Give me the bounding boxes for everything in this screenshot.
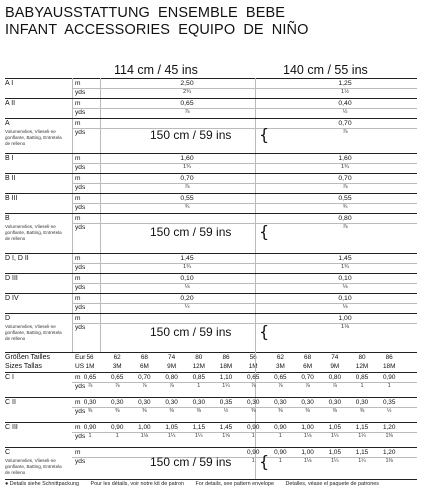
width-header-114: 114 cm / 45 ins [114, 63, 198, 77]
size-row-label: C I [5, 374, 14, 381]
size-value-m: 0,30 [246, 399, 260, 406]
size-value-m: 0,65 [246, 374, 260, 381]
row-divider [5, 397, 417, 398]
size-value-m: 0,90 [246, 449, 260, 456]
size-value-m: 0,30 [301, 399, 314, 406]
unit-yds: yds [75, 204, 86, 211]
size-row-label: C II [5, 399, 16, 406]
unit-m: m [75, 399, 81, 406]
value-140-yds: ⅞ [342, 184, 348, 190]
value-114-yds: ¼ [184, 304, 190, 310]
size-value-m: 1,15 [192, 424, 206, 431]
size-value-yds: ½ [386, 408, 392, 414]
size-value-yds: ⅜ [196, 408, 202, 414]
size-value-m: 0,65 [83, 374, 97, 381]
size-eur: 86 [385, 354, 393, 361]
value-140-yds: ¾ [342, 204, 348, 210]
size-value-yds: 1 [387, 383, 391, 389]
size-value-m: 1,45 [219, 424, 233, 431]
unit-m: m [75, 295, 81, 302]
size-us: 18M [382, 363, 396, 370]
size-eur: 68 [304, 354, 312, 361]
row-divider [5, 98, 417, 99]
size-value-m: 0,35 [382, 399, 396, 406]
unit-yds: yds [75, 304, 86, 311]
size-value-yds: ⅜ [278, 408, 283, 414]
size-us: 1M [85, 363, 95, 370]
unit-m: m [75, 315, 81, 322]
value-140-m: 0,40 [338, 100, 352, 107]
unit-yds: yds [75, 383, 86, 390]
size-value-yds: 1⅝ [222, 433, 230, 439]
unit-m: m [75, 120, 81, 127]
sizes-label-1: Größen Tailles [5, 354, 51, 361]
row-description: Volumenvlies, Vlieseli-ne gonflante, Batting, Entretela de relleno [5, 129, 62, 146]
brace-icon: { [259, 452, 270, 471]
size-eur: 80 [358, 354, 366, 361]
value-114-yds: ⅞ [184, 184, 190, 190]
unit-yds: yds [75, 433, 86, 440]
fabric-width-note: 150 cm / 59 ins [150, 225, 232, 239]
row-label: B I [5, 155, 14, 162]
size-value-yds: ½ [223, 408, 229, 414]
unit-divider [72, 303, 417, 304]
value-140-m: 1,45 [338, 255, 352, 262]
size-row-label: C III [5, 424, 18, 431]
size-value-yds: 1 [278, 458, 282, 464]
footer-note-en: For details, see pattern envelope [195, 481, 274, 487]
size-header-rule [5, 372, 417, 373]
value-140-m: 1,00 [338, 315, 352, 322]
row-divider [5, 422, 417, 423]
title-line-1: BABYAUSSTATTUNG ENSEMBLE BEBE [5, 5, 286, 21]
size-value-m: 1,00 [301, 424, 314, 431]
size-value-yds: ⅜ [305, 408, 310, 414]
row-divider [5, 253, 417, 254]
width-header-140: 140 cm / 55 ins [283, 63, 368, 77]
row-label: A I [5, 80, 14, 87]
size-us: 3M [112, 363, 122, 370]
size-eur: 74 [168, 354, 176, 361]
row-divider [5, 293, 417, 294]
size-value-m: 0,70 [138, 374, 151, 381]
size-us: 9M [167, 363, 177, 370]
size-value-m: 0,35 [219, 399, 233, 406]
value-114-yds: 2¾ [182, 89, 192, 95]
value-140-yds: 1¾ [340, 164, 350, 170]
unit-divider [72, 283, 417, 284]
value-114-m: 1,45 [180, 255, 194, 262]
row-label: A II [5, 100, 16, 107]
sizes-label-2: Sizes Tallas [5, 363, 42, 370]
size-value-yds: ⅜ [142, 408, 147, 414]
row-divider [5, 173, 417, 174]
size-us: 9M [330, 363, 340, 370]
value-140-m: 1,60 [338, 155, 352, 162]
value-column-divider-right [255, 78, 256, 353]
unit-m: m [75, 155, 81, 162]
size-value-m: 0,65 [110, 374, 124, 381]
size-value-m: 0,90 [382, 374, 396, 381]
size-value-yds: 1 [115, 433, 119, 439]
unit-m: m [75, 215, 81, 222]
unit-yds: yds [75, 109, 86, 116]
row-divider [5, 153, 417, 154]
row-label: D IV [5, 295, 19, 302]
size-value-yds: 1 [278, 433, 282, 439]
value-140-m: 0,10 [338, 295, 352, 302]
value-140-m: 0,80 [338, 215, 352, 222]
size-value-m: 0,30 [274, 399, 287, 406]
size-us: 6M [139, 363, 149, 370]
size-value-yds: ⅞ [114, 383, 120, 389]
size-value-yds: ⅞ [169, 383, 174, 389]
size-value-yds: 1⅛ [303, 458, 312, 464]
row-label: B II [5, 175, 16, 182]
row-divider [5, 213, 417, 214]
value-140-yds: ⅞ [342, 129, 348, 135]
size-us: 6M [303, 363, 313, 370]
size-value-m: 0,30 [192, 399, 206, 406]
unit-yds: yds [75, 284, 86, 291]
size-eur: 56 [249, 354, 257, 361]
unit-divider [72, 163, 417, 164]
size-value-yds: 1¼ [331, 458, 339, 464]
size-value-m: 0,85 [355, 374, 369, 381]
size-value-yds: 1¼ [167, 433, 176, 439]
unit-m: m [75, 275, 81, 282]
size-value-m: 0,85 [192, 374, 206, 381]
brace-icon: { [259, 222, 270, 241]
size-value-yds: 1 [360, 383, 364, 389]
row-label: D I, D II [5, 255, 29, 262]
value-114-m: 0,55 [180, 195, 194, 202]
row-description: Volumenvlies, Vlieseli-ne gonflante, Batting, Entretela de relleno [5, 324, 62, 341]
size-eur: 74 [331, 354, 339, 361]
value-140-yds: ⅞ [342, 224, 348, 230]
footer-note-de: ● Details siehe Schnittpackung [5, 481, 79, 487]
size-value-yds: 1 [197, 383, 201, 389]
footer-notes [5, 481, 417, 488]
size-value-m: 1,05 [328, 424, 342, 431]
unit-yds: yds [75, 129, 86, 136]
size-us: 1M [248, 363, 258, 370]
size-value-yds: 1⅜ [385, 458, 393, 464]
unit-m: m [75, 100, 81, 107]
size-value-yds: ⅜ [359, 408, 365, 414]
size-value-yds: ⅜ [250, 408, 256, 414]
size-value-yds: ⅞ [332, 383, 338, 389]
size-eur: 80 [195, 354, 203, 361]
unit-yds: yds [75, 408, 86, 415]
unit-m: m [75, 195, 81, 202]
size-eur: 86 [222, 354, 230, 361]
size-value-m: 0,90 [274, 424, 287, 431]
size-us: 18M [219, 363, 233, 370]
size-value-m: 0,80 [165, 374, 178, 381]
size-value-m: 1,05 [165, 424, 178, 431]
size-row-label: C [5, 449, 11, 456]
size-value-yds: 1¼ [195, 433, 203, 439]
value-140-m: 1,25 [338, 80, 352, 87]
size-value-m: 1,20 [382, 449, 396, 456]
fabric-width-note: 150 cm / 59 ins [150, 455, 232, 469]
size-value-yds: ⅞ [87, 383, 93, 389]
size-value-yds: ⅜ [114, 408, 120, 414]
value-140-yds: ⅛ [342, 304, 348, 310]
row-label: A [5, 120, 10, 127]
size-value-yds: ⅞ [250, 383, 256, 389]
size-value-m: 1,00 [138, 424, 151, 431]
unit-divider [72, 128, 417, 129]
unit-yds: yds [75, 264, 86, 271]
brace-icon: { [259, 322, 270, 341]
size-row-description: Volumenvlies, Vlieseli-ne gonflante, Batting, Entretela de relleno [5, 458, 62, 475]
size-value-m: 0,90 [110, 424, 124, 431]
size-value-m: 0,30 [355, 399, 369, 406]
size-eur: 62 [276, 354, 284, 361]
size-value-yds: 1 [251, 458, 255, 464]
unit-eur: Eur [75, 354, 86, 361]
size-value-m: 1,15 [355, 424, 369, 431]
size-value-yds: 1⅛ [140, 433, 149, 439]
unit-m: m [75, 424, 81, 431]
size-value-yds: ⅞ [142, 383, 147, 389]
value-140-m: 0,70 [338, 120, 352, 127]
size-value-yds: ⅞ [305, 383, 310, 389]
unit-yds: yds [75, 458, 86, 465]
size-value-yds: 1 [88, 433, 92, 439]
size-value-yds: 1¼ [358, 458, 366, 464]
value-114-m: 0,70 [180, 175, 194, 182]
size-value-yds: 1 [251, 433, 255, 439]
value-140-yds: 1⅛ [340, 324, 350, 330]
size-value-m: 1,20 [382, 424, 396, 431]
value-114-yds: ⅞ [184, 109, 190, 115]
row-label: B [5, 215, 10, 222]
unit-yds: yds [75, 184, 86, 191]
row-label: D [5, 315, 11, 322]
value-140-m: 0,70 [338, 175, 352, 182]
size-value-m: 0,70 [301, 374, 314, 381]
size-value-m: 0,65 [274, 374, 287, 381]
row-divider [5, 313, 417, 314]
size-value-yds: ⅜ [332, 408, 338, 414]
size-value-m: 1,15 [355, 449, 369, 456]
size-value-m: 1,05 [328, 449, 342, 456]
unit-divider [72, 88, 417, 89]
size-value-yds: 1⅜ [385, 433, 393, 439]
size-value-m: 0,90 [83, 424, 97, 431]
size-value-yds: 1¼ [222, 383, 230, 389]
value-114-yds: ⅛ [184, 284, 190, 290]
size-us: 3M [275, 363, 285, 370]
size-us: 12M [192, 363, 206, 370]
value-140-yds: 1½ [340, 89, 350, 95]
unit-column-divider [72, 78, 73, 353]
value-140-yds: 1¾ [340, 264, 350, 270]
table-top-rule [5, 78, 417, 79]
row-divider [5, 193, 417, 194]
value-140-m: 0,55 [338, 195, 352, 202]
size-value-m: 1,10 [219, 374, 233, 381]
size-value-m: 0,30 [83, 399, 97, 406]
unit-divider [72, 183, 417, 184]
unit-m: m [75, 449, 81, 456]
unit-yds: yds [75, 224, 86, 231]
value-114-yds: 1¾ [182, 264, 192, 270]
row-divider [5, 447, 417, 448]
title-line-2: INFANT ACCESSORIES EQUIPO DE NIÑO [5, 22, 309, 38]
row-label: B III [5, 195, 18, 202]
value-140-yds: ½ [342, 109, 348, 115]
unit-yds: yds [75, 89, 86, 96]
size-value-m: 0,30 [328, 399, 342, 406]
footer-note-fr: Pour les détails, voir notre kit de patron [90, 481, 184, 487]
size-value-m: 0,30 [110, 399, 124, 406]
value-140-m: 0,10 [338, 275, 352, 282]
unit-m: m [75, 374, 81, 381]
value-114-m: 0,65 [180, 100, 194, 107]
size-value-m: 1,00 [301, 449, 314, 456]
page-title [5, 5, 308, 39]
size-value-m: 0,80 [328, 374, 342, 381]
unit-divider [72, 223, 417, 224]
unit-m: m [75, 255, 81, 262]
unit-yds: yds [75, 164, 86, 171]
size-eur: 62 [113, 354, 121, 361]
value-114-yds: ¾ [184, 204, 190, 210]
row-divider [5, 273, 417, 274]
value-114-yds: 1¾ [182, 164, 192, 170]
unit-m: m [75, 175, 81, 182]
size-eur: 68 [140, 354, 148, 361]
row-divider [5, 479, 417, 480]
unit-m: m [75, 80, 81, 87]
size-value-yds: 1⅛ [303, 433, 312, 439]
size-value-yds: ⅜ [87, 408, 93, 414]
value-114-m: 2,50 [180, 80, 194, 87]
unit-yds: yds [75, 324, 86, 331]
unit-us: US [75, 363, 85, 370]
fabric-width-note: 150 cm / 59 ins [150, 325, 232, 339]
row-description: Volumenvlies, Vlieseli-ne gonflante, Batting, Entretela de relleno [5, 224, 62, 241]
size-value-m: 0,90 [274, 449, 287, 456]
size-us: 12M [355, 363, 369, 370]
fabric-width-note: 150 cm / 59 ins [150, 128, 232, 142]
value-114-m: 1,60 [180, 155, 194, 162]
brace-icon: { [259, 125, 270, 144]
size-value-m: 0,30 [138, 399, 151, 406]
unit-divider [72, 323, 417, 324]
row-divider [5, 352, 417, 353]
value-column-divider-left [100, 78, 101, 353]
unit-divider [72, 108, 417, 109]
size-value-m: 0,30 [165, 399, 178, 406]
size-value-m: 0,90 [246, 424, 260, 431]
unit-divider [72, 263, 417, 264]
row-label: D III [5, 275, 18, 282]
unit-divider [72, 203, 417, 204]
size-value-yds: 1¼ [331, 433, 339, 439]
value-140-yds: ⅛ [342, 284, 348, 290]
size-value-yds: 1¼ [358, 433, 366, 439]
value-114-m: 0,10 [180, 275, 194, 282]
footer-note-es: Detalles, véase el paquete de patrones [285, 481, 380, 487]
value-114-m: 0,20 [180, 295, 194, 302]
size-value-yds: ⅞ [278, 383, 283, 389]
size-value-yds: ⅜ [169, 408, 174, 414]
size-eur: 56 [86, 354, 94, 361]
row-divider [5, 118, 417, 119]
